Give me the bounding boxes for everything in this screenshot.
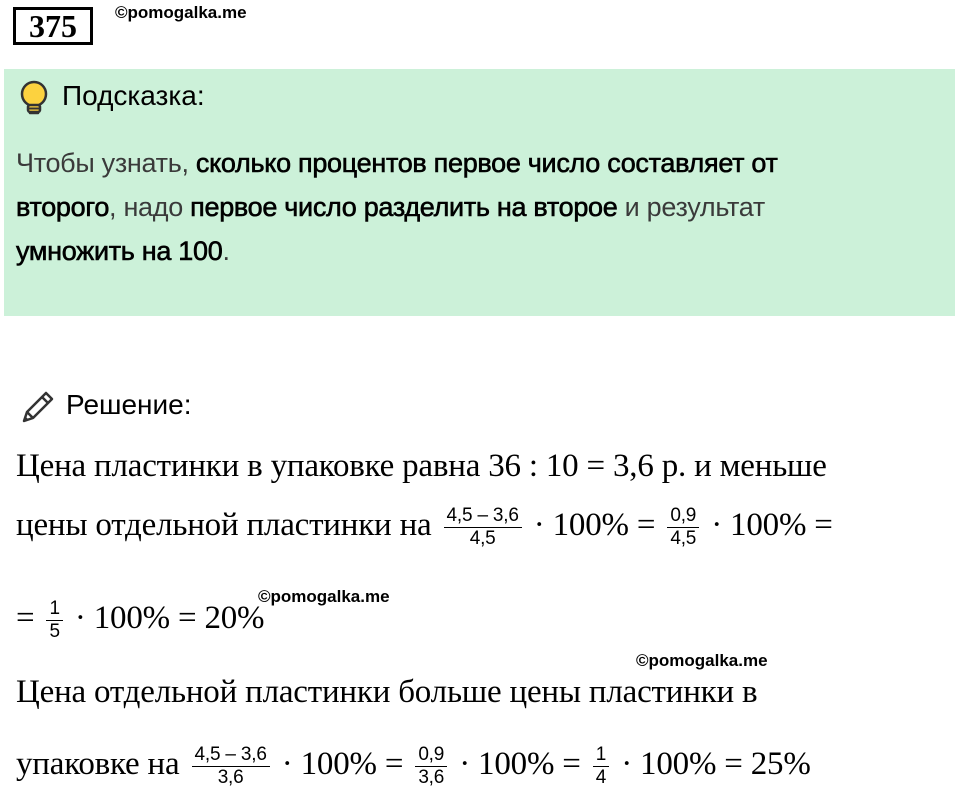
solution-line-3: = $\frac{1}{5}$ · 100% = 20% <box>16 598 265 642</box>
lightbulb-icon <box>18 80 50 121</box>
pencil-icon <box>18 387 58 432</box>
watermark-lower: ©pomogalka.me <box>636 651 768 670</box>
fraction: $\frac{4,5 - 3,6}{3,6}$ <box>192 744 270 789</box>
fraction: $\frac{1}{5}$ <box>46 598 62 643</box>
fraction: $\frac{0,9}{4,5}$ <box>667 505 699 550</box>
watermark-middle: ©pomogalka.me <box>258 587 390 606</box>
watermark-top: ©pomogalka.me <box>115 3 247 22</box>
solution-line-5: упаковке на $\frac{4,5 - 3,6}{3,6}$ · 100% = $\frac{0,9}{3,6}$ · 100% = $\frac{1}{4}$ · 100% = 25% <box>16 744 811 788</box>
solution-title: Решение: <box>66 389 192 420</box>
solution-line-2: цены отдельной пластинки на $\frac{4,5 - 3,6}{4,5}$ · 100% = $\frac{0,9}{4,5}$ · 100% = <box>16 505 833 549</box>
fraction: $\frac{0,9}{3,6}$ <box>415 744 447 789</box>
hint-line-1: Чтобы узнать, сколько процентов первое число составляет от <box>16 148 778 178</box>
hint-line-3: умножить на 100. <box>16 236 230 266</box>
task-number: 375 <box>13 7 93 45</box>
hint-title: Подсказка: <box>62 80 205 111</box>
hint-line-2: второго, надо первое число разделить на второе и результат <box>16 192 765 222</box>
fraction: $\frac{1}{4}$ <box>593 744 609 789</box>
solution-line-1: Цена пластинки в упаковке равна 36 : 10 = 3,6 р. и меньше <box>16 448 827 484</box>
solution-line-4: Цена отдельной пластинки больше цены пластинки в <box>16 674 758 710</box>
fraction: $\frac{4,5 - 3,6}{4,5}$ <box>444 505 522 550</box>
